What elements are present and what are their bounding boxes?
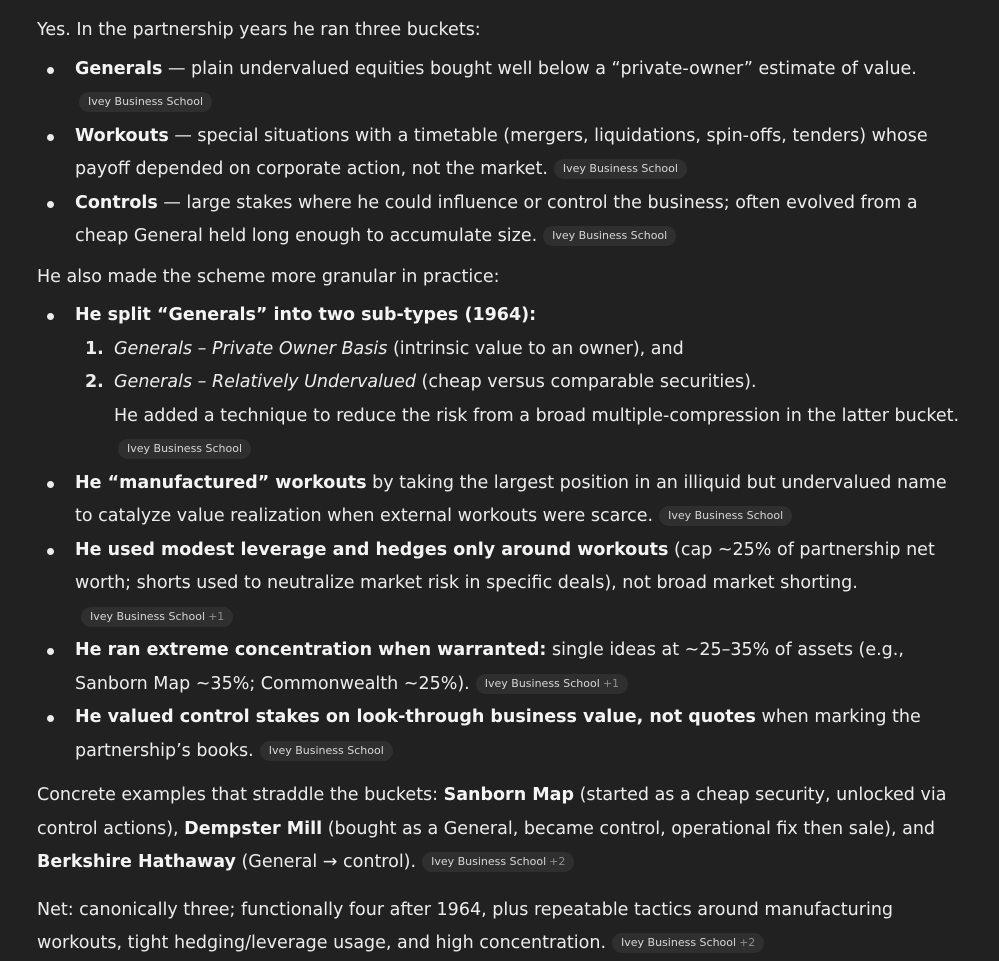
list-number: 2. bbox=[85, 372, 104, 392]
list-item bbox=[85, 333, 967, 367]
subtypes-list bbox=[75, 333, 967, 467]
list-item bbox=[75, 120, 967, 187]
tactic-bold: He valued control stakes on look-through business value, not quotes bbox=[75, 707, 756, 727]
subtype-name: Generals – Private Owner Basis bbox=[114, 338, 388, 359]
bucket-term: Controls bbox=[75, 192, 158, 213]
list-item bbox=[75, 534, 967, 635]
citation-chip[interactable]: Ivey Business School +1 bbox=[476, 674, 628, 694]
net-paragraph: Net: canonically three; functionally four after 1964, plus repeatable tactics around manufacturing workouts, tight hedging/leverage usage, and high concentration. Ivey Business School +2 bbox=[37, 899, 894, 953]
bucket-term: Workouts bbox=[75, 125, 169, 146]
bucket-term: Generals bbox=[75, 58, 163, 79]
bucket-text: — large stakes where he could influence or control the business; often evolved from a cheap General held long enough to accumulate size. bbox=[75, 192, 918, 246]
examples-paragraph: Concrete examples that straddle the buckets: Sanborn Map (started as a cheap security, unlocked via control actions), Dempster Mill (bought as a General, became control, operational fix then sale), and Berkshire Hathaway (General → control). Ivey Business School +2 bbox=[37, 785, 947, 872]
subtype-text: (intrinsic value to an owner), and bbox=[387, 338, 684, 359]
example-name: Dempster Mill bbox=[184, 818, 323, 839]
tactic-bold: He ran extreme concentration when warranted: bbox=[75, 640, 547, 660]
granular-intro: He also made the scheme more granular in practice: bbox=[37, 266, 500, 287]
tactic-text: (cap ~25% of partnership net worth; shorts used to neutralize market risk in specific deals), not broad market shorting. bbox=[75, 539, 935, 593]
list-item bbox=[75, 467, 967, 534]
tactics-list bbox=[37, 299, 967, 768]
tactic-text: single ideas at ~25–35% of assets (e.g., Sanborn Map ~35%; Commonwealth ~25%). bbox=[75, 640, 904, 694]
buckets-list bbox=[37, 53, 967, 254]
citation-chip[interactable]: Ivey Business School bbox=[659, 506, 792, 526]
subtype-note: He added a technique to reduce the risk from a broad multiple-compression in the latter bucket. bbox=[114, 405, 960, 426]
citation-chip[interactable]: Ivey Business School +2 bbox=[612, 933, 764, 953]
tactic-bold: He used modest leverage and hedges only around workouts bbox=[75, 539, 669, 560]
list-item bbox=[75, 701, 967, 768]
subtype-text: (cheap versus comparable securities). bbox=[415, 372, 757, 392]
bucket-text: — special situations with a timetable (mergers, liquidations, spin-offs, tenders) whose payoff depended on corporate action, not the market. bbox=[75, 125, 928, 179]
citation-chip[interactable]: Ivey Business School +1 bbox=[81, 607, 233, 627]
split-heading: He split “Generals” into two sub-types (1964): bbox=[75, 305, 537, 325]
example-name: Berkshire Hathaway bbox=[37, 852, 236, 872]
citation-chip[interactable]: Ivey Business School bbox=[79, 92, 212, 112]
list-item bbox=[75, 187, 967, 254]
example-name: Sanborn Map bbox=[443, 785, 574, 805]
citation-chip[interactable]: Ivey Business School bbox=[118, 439, 251, 459]
tactic-text: by taking the largest position in an illiquid but undervalued name to catalyze value realization when external workouts were scarce. bbox=[75, 472, 947, 526]
assistant-message bbox=[37, 14, 967, 961]
subtype-name: Generals – Relatively Undervalued bbox=[114, 372, 416, 392]
bucket-text: — plain undervalued equities bought well below a “private-owner” estimate of value. bbox=[162, 58, 917, 79]
list-item bbox=[75, 53, 967, 120]
intro-paragraph: Yes. In the partnership years he ran three buckets: bbox=[37, 20, 481, 40]
list-number: 1. bbox=[85, 338, 104, 359]
citation-chip[interactable]: Ivey Business School bbox=[554, 159, 687, 179]
tactic-bold: He “manufactured” workouts bbox=[75, 472, 367, 493]
list-item bbox=[75, 299, 967, 467]
tactic-text: when marking the partnership’s books. bbox=[75, 707, 921, 761]
list-item bbox=[75, 634, 967, 701]
citation-chip[interactable]: Ivey Business School bbox=[260, 741, 393, 761]
citation-chip[interactable]: Ivey Business School bbox=[543, 226, 676, 246]
citation-chip[interactable]: Ivey Business School +2 bbox=[422, 852, 574, 872]
list-item bbox=[85, 366, 967, 467]
